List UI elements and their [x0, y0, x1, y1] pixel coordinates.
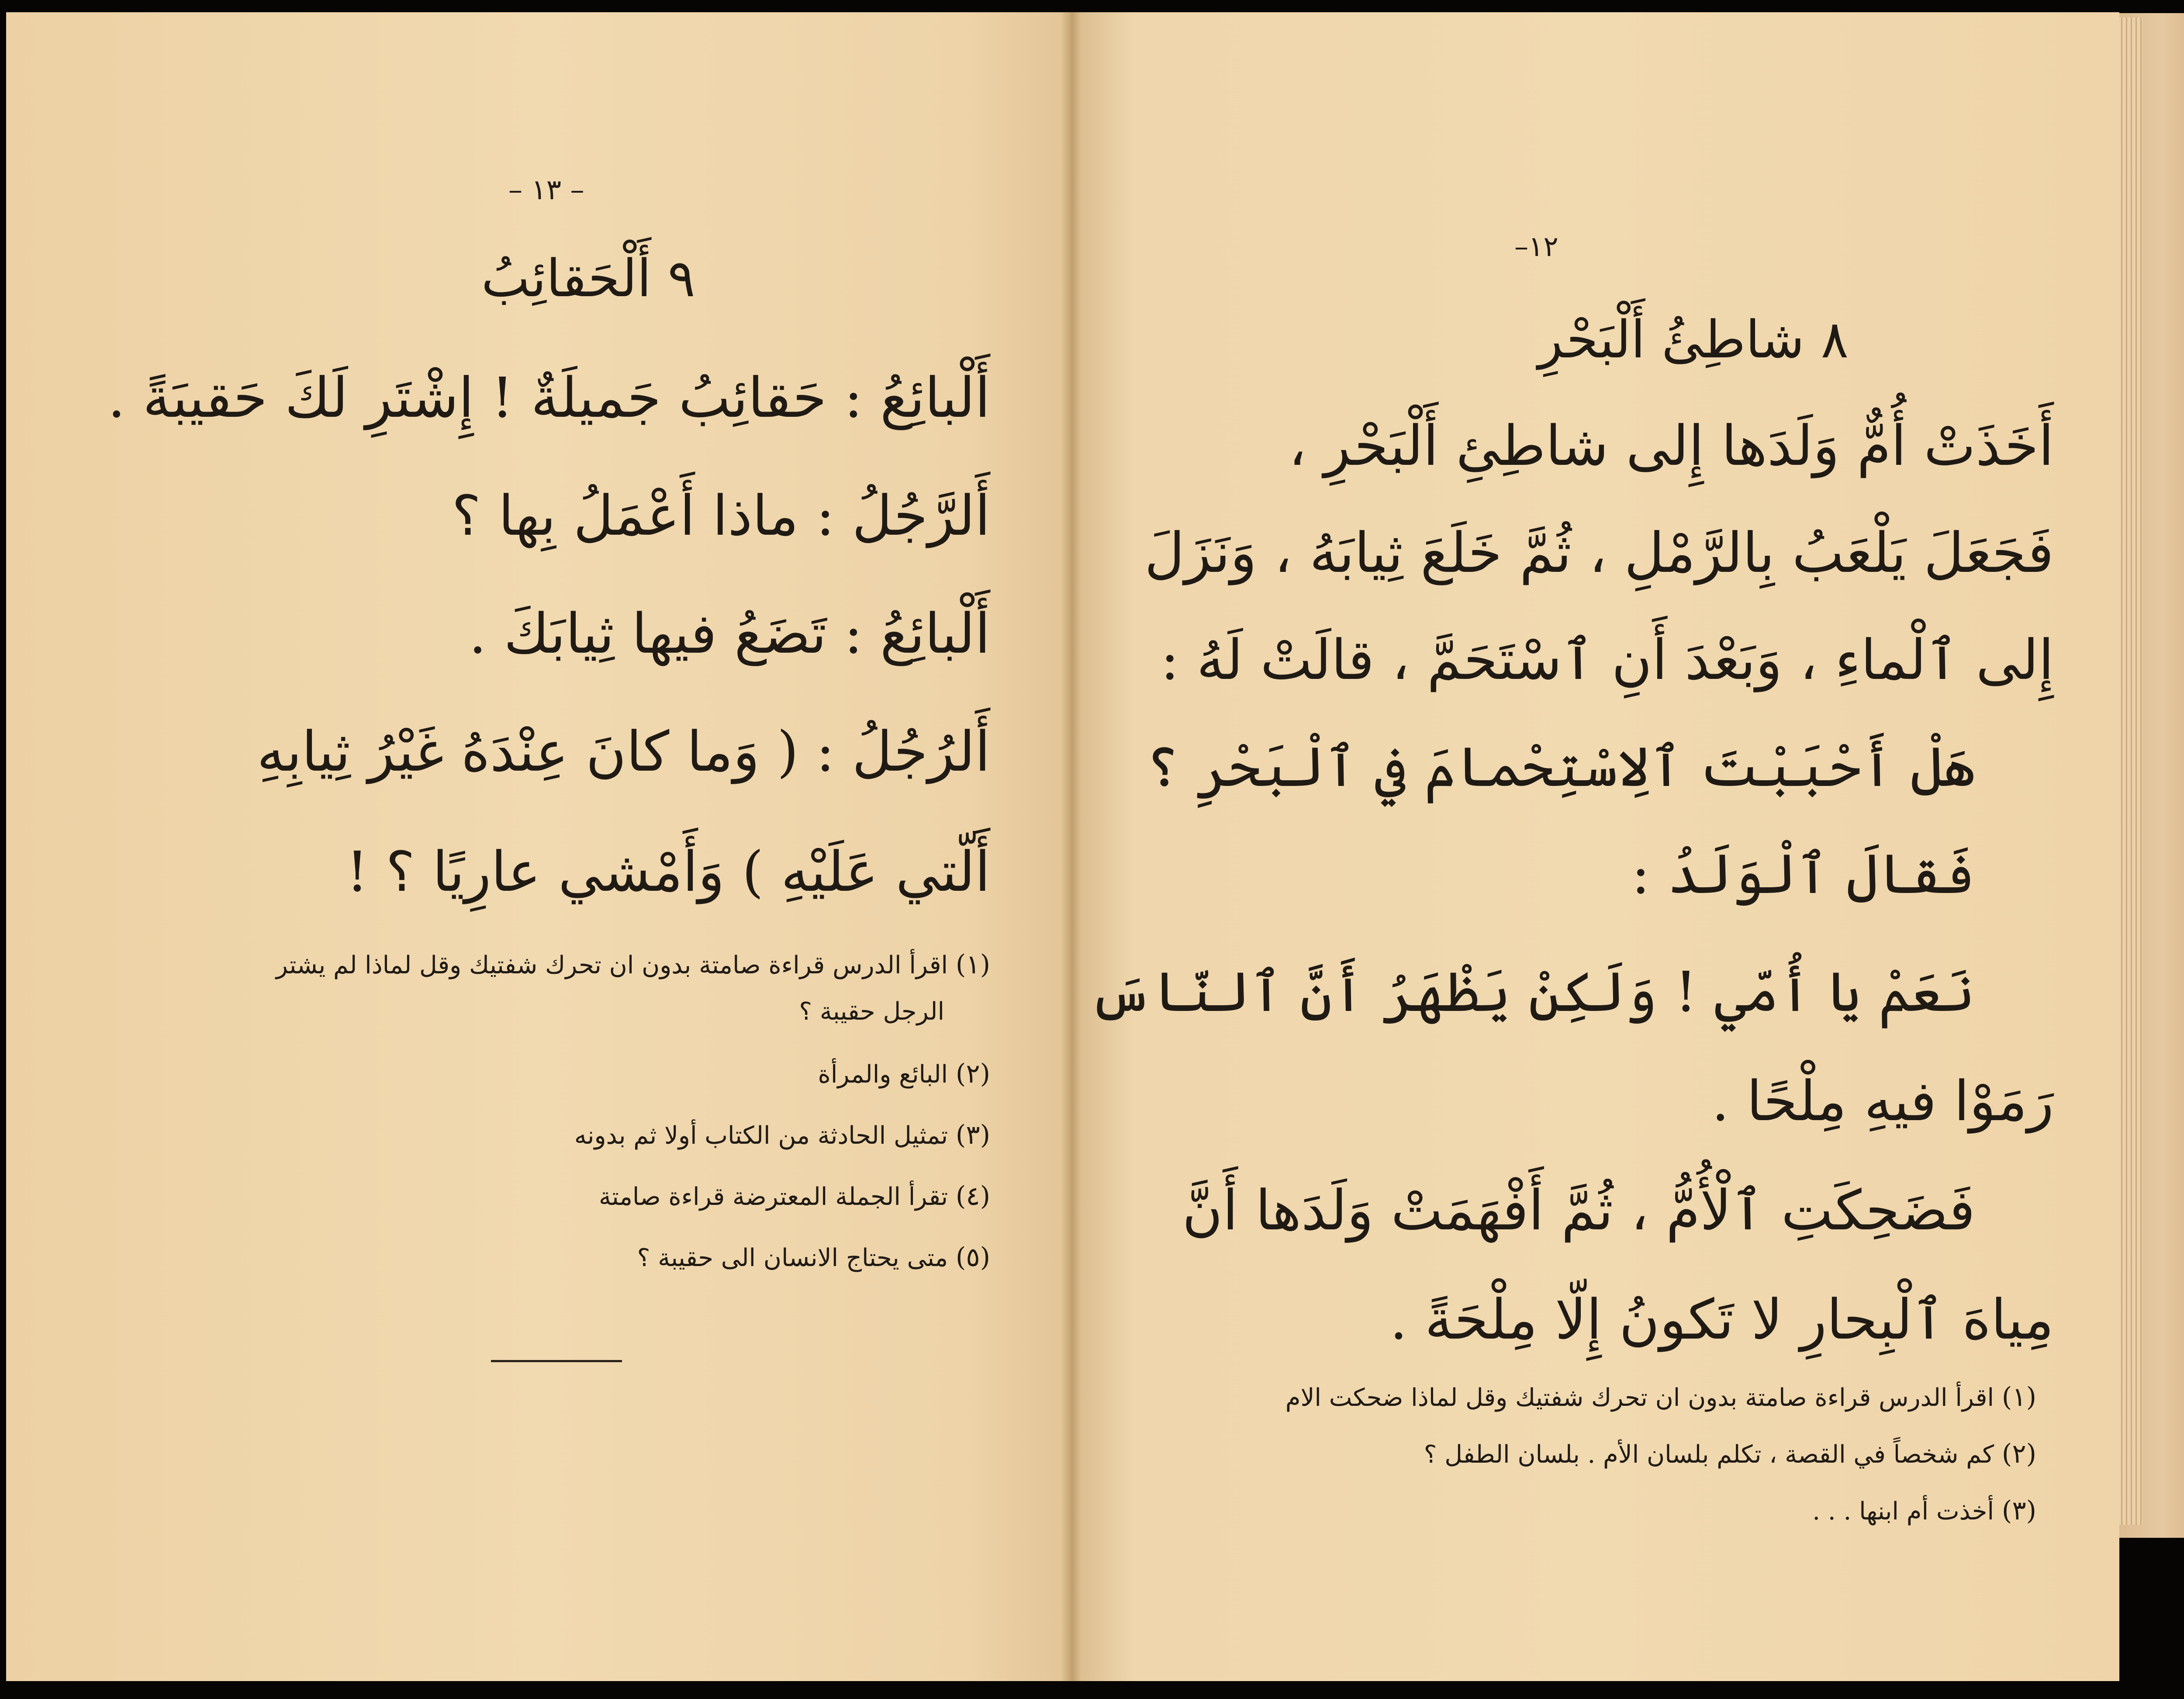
question-number: (٥) [955, 1242, 990, 1273]
question-text: أخذت أم ابنها . . . [1812, 1497, 1994, 1526]
right-question [1424, 1441, 2036, 1467]
right-page [1071, 12, 2119, 1681]
right-question [1286, 1384, 2036, 1410]
left-question [637, 1242, 990, 1273]
right-text-line: هَلْ أَحْبَبْتَ ٱلِاسْتِحْمامَ في ٱلْبَحْرِ ؟ [1146, 735, 1975, 799]
question-number: (١) [2001, 1382, 2036, 1412]
question-text: اقرأ الدرس قراءة صامتة بدون ان تحرك شفتيك وقل لماذا لم يشتر [276, 951, 948, 979]
left-question [818, 1061, 991, 1087]
right-question [1812, 1495, 2036, 1526]
left-text-line: أَلْبائِعُ : تَضَعُ فيها ثِيابَكَ . [469, 602, 990, 666]
left-question [276, 949, 990, 980]
right-page-number: –١٢ [1514, 231, 1559, 263]
question-number: (٣) [955, 1120, 990, 1150]
left-page [6, 12, 1071, 1681]
right-text-line: فَضَحِكَتِ ٱلْأُمُّ ، ثُمَّ أَفْهَمَتْ وَلَدَها أَنَّ [1182, 1178, 1975, 1242]
question-text: كم شخصاً في القصة ، تكلم بلسان الأم . بلسان الطفل ؟ [1424, 1440, 1994, 1469]
left-text-line: أَلّتي عَلَيْهِ ) وَأَمْشي عارِيًا ؟ ! [346, 840, 990, 904]
right-text-line: فَجَعَلَ يَلْعَبُ بِالرَّمْلِ ، ثُمَّ خَلَعَ ثِيابَهُ ، وَنَزَلَ [1144, 521, 2054, 585]
left-text-line: أَلْبائِعُ : حَقائِبُ جَميلَةٌ ! إِشْتَرِ لَكَ حَقيبَةً . [107, 366, 990, 430]
question-text: اقرأ الدرس قراءة صامتة بدون ان تحرك شفتيك وقل لماذا ضحكت الام [1285, 1384, 1994, 1412]
right-lesson-title: ٨ شاطِئُ أَلْبَحْرِ [1538, 309, 1849, 370]
right-text-line: إِلى ٱلْماءِ ، وَبَعْدَ أَنِ ٱسْتَحَمَّ ، قالَتْ لَهُ : [1160, 628, 2054, 692]
question-text: متى يحتاج الانسان الى حقيبة ؟ [637, 1244, 948, 1272]
left-text-line: أَلرَّجُلُ : ماذا أَعْمَلُ بِها ؟ [452, 484, 990, 548]
question-text: البائع والمرأة [818, 1060, 948, 1089]
left-text-line: أَلرُجُلُ : ( وَما كانَ عِنْدَهُ غَيْرُ ثِيابِهِ [257, 720, 990, 784]
question-text: الرجل حقيبة ؟ [799, 997, 944, 1026]
page-edge-lines [2116, 17, 2143, 1525]
right-text-line: رَمَوْا فيهِ مِلْحًا . [1711, 1069, 2054, 1133]
question-text: تمثيل الحادثة من الكتاب أولا ثم بدونه [574, 1121, 948, 1150]
right-text-line: مِياهَ ٱلْبِحارِ لا تَكونُ إِلّا مِلْحَةً . [1389, 1287, 2054, 1352]
left-page-number: – ١٣ – [508, 174, 584, 206]
question-number: (٣) [2001, 1495, 2036, 1526]
question-number: (٢) [955, 1059, 990, 1089]
question-text: تقرأ الجملة المعترضة قراءة صامتة [599, 1183, 948, 1211]
left-question [599, 1183, 990, 1209]
book-gutter [1061, 12, 1081, 1681]
question-number: (٤) [955, 1181, 990, 1211]
left-question [799, 997, 944, 1026]
left-lesson-title: ٩ أَلْحَقائِبُ [481, 248, 695, 308]
right-text-line: نَعَمْ يا أُمّي ! وَلَكِنْ يَظْهَرُ أَنَّ ٱلنّاسَ [1089, 960, 1975, 1024]
question-number: (٢) [2001, 1439, 2036, 1469]
question-number: (١) [955, 949, 990, 980]
right-text-line: أَخَذَتْ أُمٌّ وَلَدَها إِلى شاطِئِ أَلْبَحْرِ ، [1289, 414, 2054, 478]
end-rule [491, 1360, 622, 1362]
right-text-line: فَقالَ ٱلْوَلَدُ : [1631, 842, 1975, 906]
left-question [574, 1122, 990, 1148]
